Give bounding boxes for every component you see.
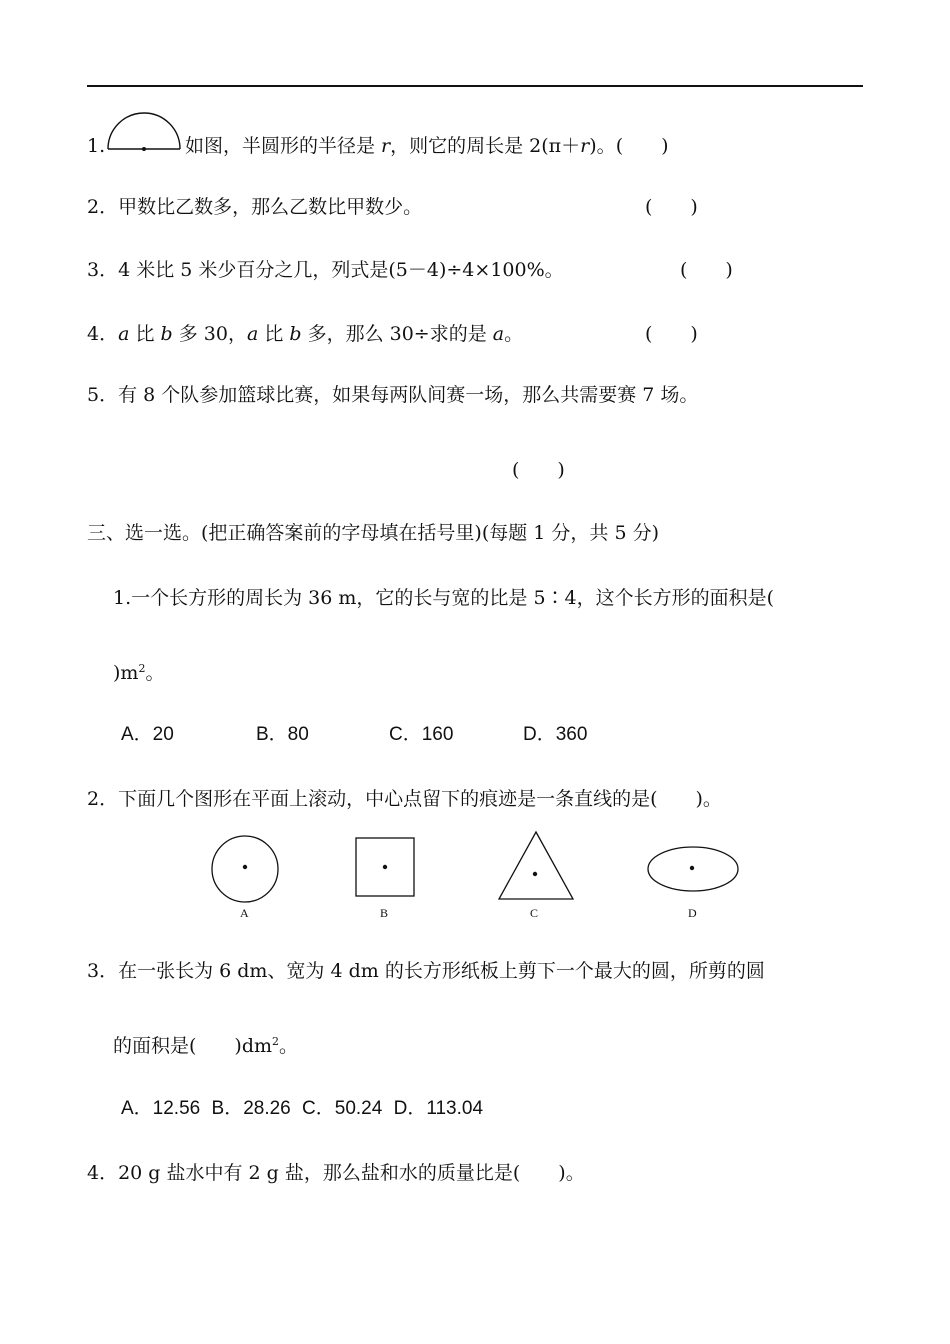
choice-q1-option-b[interactable]: B．80	[256, 724, 309, 745]
choice-q1-line1: 1.一个长方形的周长为 36 m，它的长与宽的比是 5∶4，这个长方形的面积是(	[113, 587, 775, 609]
choice-q3-line1: 3．在一张长为 6 dm、宽为 4 dm 的长方形纸板上剪下一个最大的圆，所剪的圆	[87, 960, 765, 982]
shape-label-c: C	[530, 906, 539, 920]
judge-q1-text-b: ，则它的周长是 2(π＋	[390, 135, 581, 157]
shape-label-d: D	[688, 906, 697, 920]
shape-label-a: A	[240, 906, 249, 920]
choice-q1-option-c[interactable]: C．160	[389, 724, 454, 745]
circle-shape-a	[210, 834, 280, 904]
square-center-dot	[383, 865, 387, 869]
choice-q1-superscript: 2	[138, 662, 146, 675]
choice-q1-line2-end: 。	[145, 662, 165, 684]
judge-q4-var-a3: a	[492, 323, 505, 345]
judge-q4-number: 4．	[87, 323, 119, 345]
judge-q1	[87, 133, 105, 159]
section3-title: 三、选一选。(把正确答案前的字母填在括号里)(每题 1 分，共 5 分)	[87, 522, 659, 544]
judge-q4-var-b2: b	[289, 323, 302, 345]
choice-q3-line2-end: 。	[279, 1035, 299, 1057]
judge-q4	[87, 321, 523, 347]
choice-q3-line2	[113, 1033, 298, 1059]
choice-q3-line2-text: 的面积是( )dm	[113, 1035, 273, 1057]
semicircle-center-dot	[142, 147, 146, 151]
choice-q4: 4．20 g 盐水中有 2 g 盐，那么盐和水的质量比是( )。	[87, 1162, 585, 1184]
choice-q1-option-a[interactable]: A．20	[121, 724, 174, 745]
shape-label-b: B	[380, 906, 389, 920]
judge-q5: 5．有 8 个队参加篮球比赛，如果每两队间赛一场，那么共需要赛 7 场。	[87, 384, 699, 406]
semicircle-figure	[104, 111, 184, 153]
judge-q4-text-d: 多，那么 30÷求的是	[301, 323, 493, 345]
triangle-outline	[499, 832, 573, 899]
choice-q1-line2-text: )m	[113, 662, 139, 684]
judge-q1-var-r: r	[381, 135, 391, 157]
choice-q2: 2．下面几个图形在平面上滚动，中心点留下的痕迹是一条直线的是( )。	[87, 788, 722, 810]
judge-q4-var-a: a	[118, 323, 130, 345]
judge-q4-text-a: 比	[129, 323, 161, 345]
judge-q4-text-c: 比	[258, 323, 290, 345]
semicircle-arc	[108, 113, 180, 149]
choice-q3-option-c[interactable]: C．50.24	[302, 1098, 383, 1119]
judge-q4-text-b: 多 30，	[172, 323, 247, 345]
choice-q1-option-d[interactable]: D．360	[523, 724, 588, 745]
choice-q1-line2	[113, 660, 164, 686]
judge-q4-text-e: 。	[504, 323, 524, 345]
choice-q3-option-a[interactable]: A．12.56	[121, 1098, 201, 1119]
judge-q2-answer-blank[interactable]: ( )	[645, 196, 698, 218]
judge-q1-var-r2: r	[580, 135, 590, 157]
judge-q1-answer-blank[interactable]: ( )	[615, 135, 669, 157]
ellipse-center-dot	[690, 866, 694, 870]
judge-q2: 2．甲数比乙数多，那么乙数比甲数少。	[87, 196, 423, 218]
judge-q4-var-b: b	[160, 323, 173, 345]
choice-q1-options	[121, 722, 587, 748]
judge-q1-number: 1.	[87, 135, 106, 157]
ellipse-shape-d	[646, 845, 740, 893]
triangle-shape-c	[497, 831, 575, 901]
judge-q4-answer-blank[interactable]: ( )	[645, 323, 698, 345]
square-shape-b	[355, 837, 415, 897]
header-rule	[87, 85, 863, 87]
judge-q3-answer-blank[interactable]: ( )	[680, 259, 733, 281]
triangle-center-dot	[533, 872, 537, 876]
choice-q3-options	[121, 1096, 483, 1122]
judge-q1-text-c: )。	[589, 135, 616, 157]
choice-q3-option-d[interactable]: D．113.04	[393, 1098, 484, 1119]
choice-q3-option-b[interactable]: B．28.26	[211, 1098, 291, 1119]
judge-q3: 3．4 米比 5 米少百分之几，列式是(5－4)÷4×100%。	[87, 259, 564, 281]
judge-q5-answer-blank[interactable]: ( )	[512, 459, 565, 481]
judge-q1-text	[185, 133, 669, 159]
choice-q3-superscript: 2	[272, 1035, 280, 1048]
judge-q4-var-a2: a	[246, 323, 259, 345]
judge-q1-text-a: 如图，半圆形的半径是	[185, 135, 382, 157]
circle-center-dot	[243, 865, 247, 869]
